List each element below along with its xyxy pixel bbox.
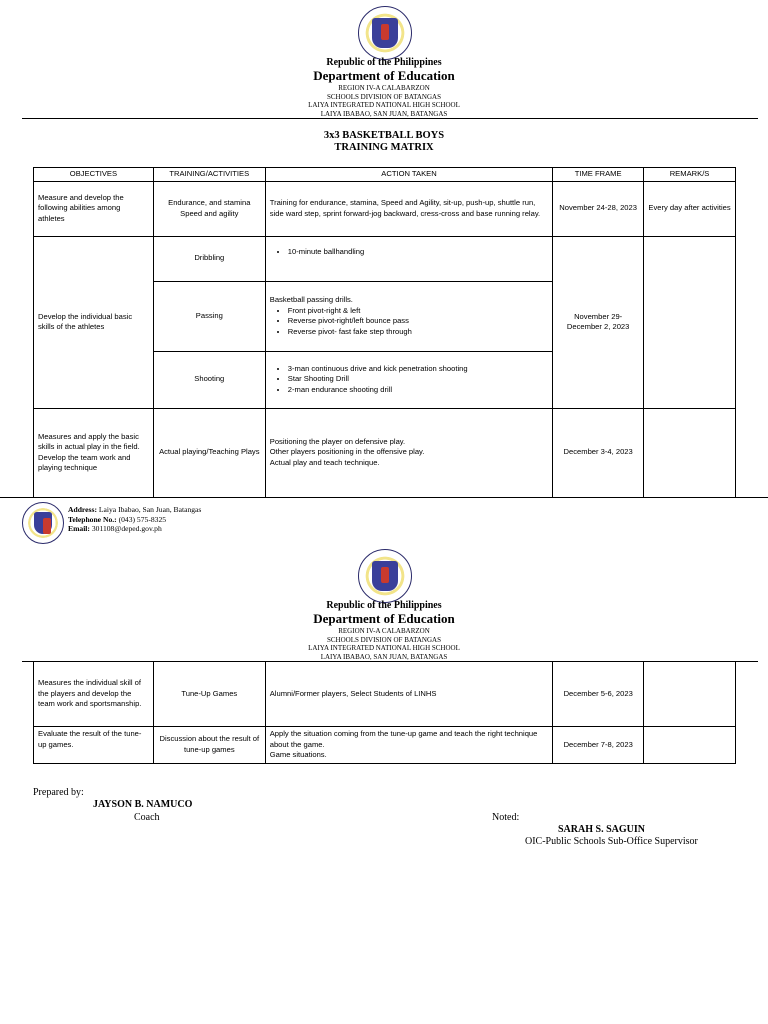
column-header: TIME FRAME — [553, 168, 644, 182]
objective-cell: Evaluate the result of the tune-up games. — [34, 727, 154, 764]
drill-item: • 10-minute ballhandling — [288, 247, 548, 258]
remarks-cell — [644, 662, 736, 727]
contact-block — [68, 505, 201, 534]
table-row — [34, 662, 736, 727]
republic-line: Republic of the Philippines — [326, 57, 442, 68]
activity-cell: Tune-Up Games — [153, 662, 265, 727]
region-line: REGION IV-A CALABARZON — [338, 627, 430, 635]
email-value: 301108@deped.gov.ph — [91, 524, 162, 533]
drill-item: • Reverse pivot- fast fake step through — [288, 327, 548, 338]
objective-cell: Measures and apply the basic skills in actual play in the field. Develop the team work and playing technique — [34, 408, 154, 497]
header-divider — [22, 118, 758, 119]
action-cell — [265, 236, 552, 281]
remarks-cell: Every day after activities — [644, 181, 736, 236]
action-cell: Positioning the player on defensive play. Other players positioning in the offensive play. Actual play and teach technique. — [265, 408, 552, 497]
drill-item: • Front pivot-right & left — [288, 306, 548, 317]
objective-cell: Measure and develop the following abilities among athletes — [34, 181, 154, 236]
division-line: SCHOOLS DIVISION OF BATANGAS — [327, 92, 441, 101]
letterhead — [184, 600, 584, 661]
activity-cell: Passing — [153, 281, 265, 351]
table-row — [34, 408, 736, 497]
preparer-name: JAYSON B. NAMUCO — [93, 799, 193, 810]
noter-name: SARAH S. SAGUIN — [558, 824, 645, 835]
time-frame-cell: November 24-28, 2023 — [553, 181, 644, 236]
action-cell: Apply the situation coming from the tune-up game and teach the right technique about the game. Game situations. — [265, 727, 553, 764]
time-frame-cell: November 29-December 2, 2023 — [553, 236, 644, 408]
drill-item: • 3-man continuous drive and kick penetration shooting — [288, 364, 548, 375]
activity-cell: Discussion about the result of tune-up games — [153, 727, 265, 764]
remarks-cell — [644, 236, 736, 408]
department-line: Department of Education — [313, 68, 455, 83]
division-line: SCHOOLS DIVISION OF BATANGAS — [327, 635, 441, 644]
action-cell: Training for endurance, stamina, Speed and Agility, sit-up, push-up, shuttle run, side ward step, sprint forward-jog backward, cress-cross and base running relay. — [265, 181, 552, 236]
action-cell: Alumni/Former players, Select Students of LINHS — [265, 662, 553, 727]
table-header-row — [34, 168, 736, 182]
activity-cell: Endurance, and stamina Speed and agility — [153, 181, 265, 236]
noter-title: OIC-Public Schools Sub-Office Supervisor — [525, 836, 698, 847]
telephone-label: Telephone No.: — [68, 514, 117, 524]
time-frame-cell: December 3-4, 2023 — [553, 408, 644, 497]
activity-cell: Actual playing/Teaching Plays — [153, 408, 265, 497]
document-title — [234, 130, 534, 154]
drill-item: • Reverse pivot-right/left bounce pass — [288, 316, 548, 327]
letterhead — [184, 57, 584, 118]
noted-label: Noted: — [492, 812, 520, 823]
location-line: LAIYA IBABAO, SAN JUAN, BATANGAS — [320, 652, 448, 661]
time-frame-cell: December 7-8, 2023 — [553, 727, 644, 764]
email-label: Email: — [68, 524, 90, 533]
drill-item: • 2-man endurance shooting drill — [288, 385, 548, 396]
training-matrix-table-continued — [33, 661, 736, 764]
action-cell — [265, 351, 552, 408]
page-footer-divider — [0, 497, 768, 498]
republic-line: Republic of the Philippines — [326, 600, 442, 611]
title-line-2: TRAINING MATRIX — [334, 142, 434, 153]
address-label: Address: — [68, 505, 97, 514]
deped-seal-logo — [358, 549, 412, 603]
table-row — [34, 236, 736, 281]
column-header: REMARK/S — [644, 168, 736, 182]
title-line-1: 3x3 BASKETBALL BOYS — [323, 130, 445, 141]
telephone-value: (043) 575-8325 — [118, 514, 167, 524]
prepared-by-label: Prepared by: — [33, 787, 84, 798]
table-row — [34, 181, 736, 236]
remarks-cell — [644, 408, 736, 497]
activity-cell: Shooting — [153, 351, 265, 408]
column-header: TRAINING/ACTIVITIES — [153, 168, 265, 182]
objective-cell: Develop the individual basic skills of the athletes — [34, 236, 154, 408]
department-line: Department of Education — [313, 611, 455, 626]
column-header: ACTION TAKEN — [265, 168, 552, 182]
table-row — [34, 727, 736, 764]
column-header: OBJECTIVES — [34, 168, 154, 182]
drill-item: • Star Shooting Drill — [288, 374, 548, 385]
action-cell — [265, 281, 552, 351]
school-seal-logo — [22, 502, 64, 544]
region-line: REGION IV-A CALABARZON — [338, 84, 430, 92]
address-value: Laiya Ibabao, San Juan, Batangas — [98, 505, 202, 514]
training-matrix-table — [33, 167, 736, 498]
remarks-cell — [644, 727, 736, 764]
school-line: LAIYA INTEGRATED NATIONAL HIGH SCHOOL — [308, 101, 460, 109]
school-line: LAIYA INTEGRATED NATIONAL HIGH SCHOOL — [308, 644, 460, 652]
deped-seal-logo — [358, 6, 412, 60]
activity-cell: Dribbling — [153, 236, 265, 281]
objective-cell: Measures the individual skill of the players and develop the team work and sportsmanship. — [34, 662, 154, 727]
time-frame-cell: December 5-6, 2023 — [553, 662, 644, 727]
preparer-title: Coach — [134, 812, 160, 823]
drill-intro: Basketball passing drills. — [269, 295, 353, 304]
location-line: LAIYA IBABAO, SAN JUAN, BATANGAS — [320, 109, 448, 118]
